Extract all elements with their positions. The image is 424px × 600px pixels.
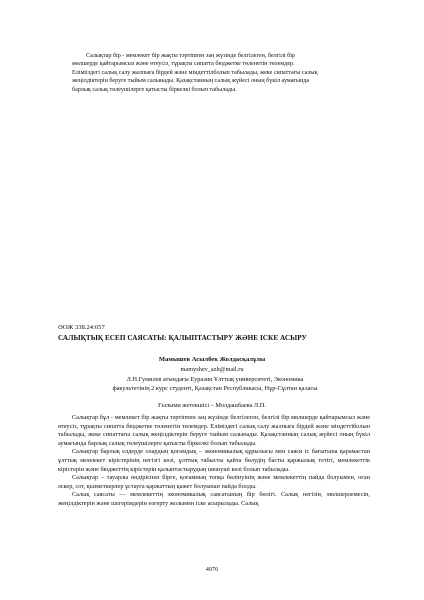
body-paragraph: Салықтар – тауарлы өндіріспен бірге, қоғамның топқа бөлінуінің және мемлекеттің пайда болуымен, оған әскер, сот, қызметкерлер ұстауға қаржаттың қажет болуынан пайда болды. (58, 474, 370, 490)
author-email: mamyshev_azh@mail.ru (180, 366, 244, 373)
intro-line: жеңілдіктерін беруге тыйым салынады. Қазақстанның салық жүйесі оның бүкіл аумағында (72, 78, 310, 85)
intro-line: Елімііздегі салық салу жалпыға бірдей және міндеттілболып табылады, жеке сипаттағы салық (72, 69, 318, 76)
intro-line: мөлшерде қайтарымсыз және өтеусіз, тұрақты сипатта бюджетке төленетін төлемдер. (72, 61, 295, 68)
body-paragraph: Салық саясаты — мемлекеттің экономикалық саясатының бір бөлігі. Салық негізін, мөлшерлемесін, жеңілдіктерін және шегерімдерін өзгерту жолымен іске асырылады. Салық (58, 491, 370, 507)
page-number: 4076 (205, 566, 219, 573)
body-paragraph: Салықтар барлық елдерде олардың қоғамдық – экономикалық құрылысы мен саяси іс бағытына қарамастан ұлттық мемлекет кірістерінің негізгі көзі, ұлттық табысты қайта бөлудің басты қаржылық тетігі, мемлекеттік кірістерін және бюджеттің кірістерін қалыптастырудың шешуші көзі болып табылады. (58, 448, 370, 473)
body-paragraph: Салықтар бұл - мемлекет бір жақты тәртіппен заң жүзінде белгілеген, белгілі бір мөлшерде қайтарымсыз және өтеусіз, тұрақты сипатта бюджетке төленетін төлемдер. Еліміздегі салық салу жалпыға бірдей және міндеттіболып табылады, жеке сипаттағы салық жеңілдіктерін беруге тыйым салынады. Қазақстанның салық жүйесі оның бүкіл аумағында барлық салық төлеушілерге қатысты біркелкі болып табылады. (58, 414, 370, 447)
author-affiliation: Л.Н.Гумилев атындағы Еуразия Ұлттық университеті, Экономика факультетінің 2 курс студенті, Қазақстан Республикасы, Нұр-Сұлтан қаласы (112, 376, 318, 392)
body-text (58, 414, 370, 509)
intro-line: барлық салық төлеушілерге қатысты біркелкі болып табылады. (72, 86, 237, 93)
udk-code: ӘОЖ 338.24:657 (58, 324, 105, 331)
author-name: Мамышев Асылбек Жолдасқалұлы (158, 356, 266, 363)
article-title: САЛЫҚТЫҚ ЕСЕП САЯСАТЫ: ҚАЛЫПТАСТЫРУ ЖӘНЕ ІСКЕ АСЫРУ (58, 334, 307, 342)
supervisor: Ғылыми жетекшісі – Молдашбаева Л.П. (158, 402, 266, 409)
intro-paragraph (72, 52, 353, 94)
intro-line: Салықтар бір - мемлекет бір жақты тәртіппен заң жүзінде белгілеген, белгілі бір (86, 53, 295, 59)
